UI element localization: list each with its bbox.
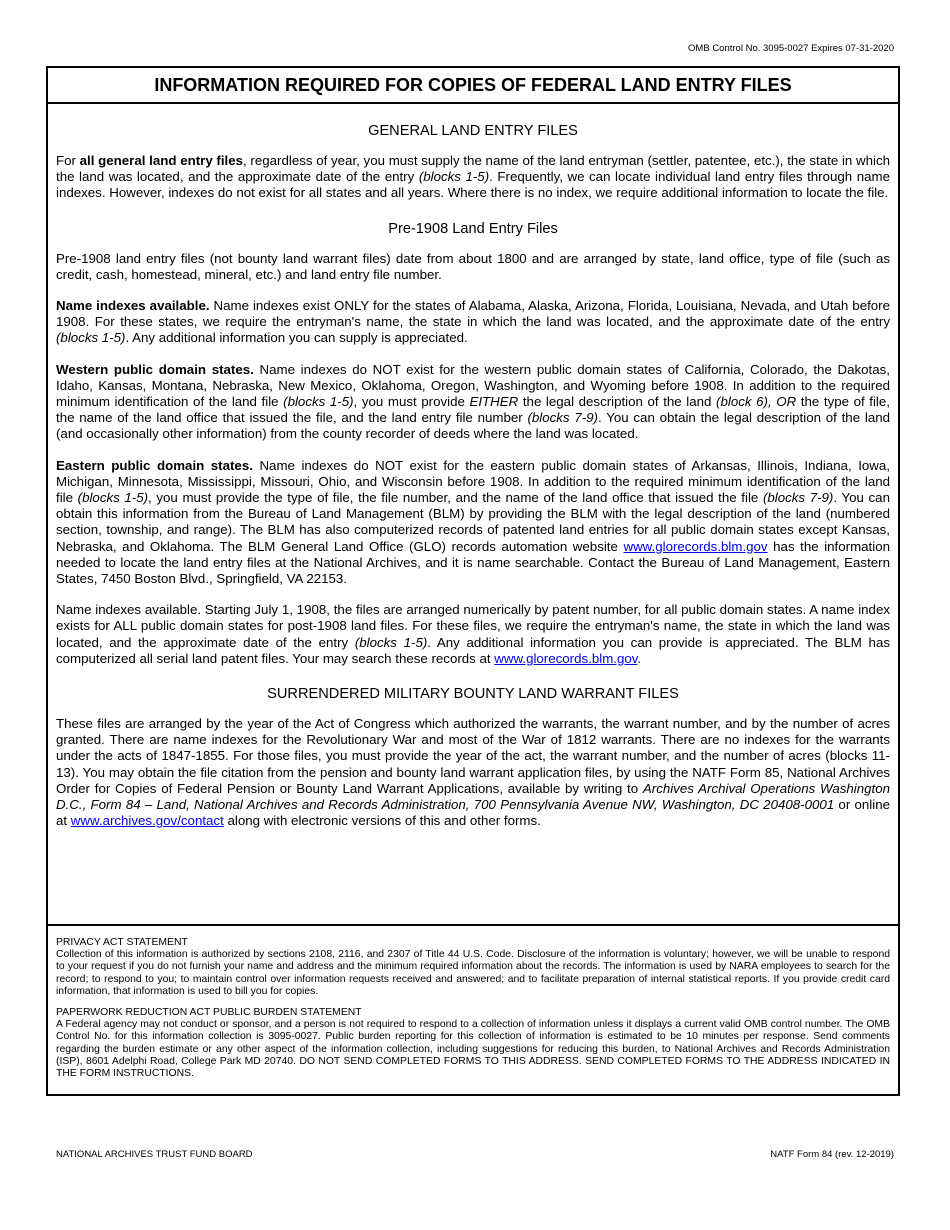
- privacy-heading: PRIVACY ACT STATEMENT: [56, 937, 188, 948]
- text: Name indexes exist ONLY for the states of Alabama, Alaska, Arizona, Florida, Louisiana, Nevada, and Utah before 1908. For these states, we require the entryman's name, the state in which the land was located, and the approximate date of the entry: [56, 298, 890, 330]
- footer-agency: NATIONAL ARCHIVES TRUST FUND BOARD: [56, 1149, 253, 1160]
- name-indexes-paragraph: [56, 298, 890, 347]
- emphasis-text: EITHER: [469, 394, 519, 410]
- text: has the information needed to locate the land entry files at the National Archives, and it is name searchable. Contact the Bureau of Land Management, Eastern States, 7450 Boston Blvd., Springfield, VA 22153.: [56, 538, 890, 587]
- text: Name indexes available. Starting July 1, 1908, the files are arranged numerically by patent number, for all public domain states. A name index exists for ALL public domain states for post-1908 land files. For these files, we require the entryman's name, the state in which the land was located, and the approximate date of the entry: [56, 602, 890, 650]
- footer-form-number: NATF Form 84 (rev. 12-2019): [770, 1149, 894, 1160]
- section-heading-general: GENERAL LAND ENTRY FILES: [368, 123, 578, 139]
- paragraph-lead: Western public domain states.: [56, 361, 254, 377]
- block-reference: (blocks 1-5): [418, 169, 490, 185]
- block-reference: (blocks 1-5): [283, 394, 354, 410]
- text: . Any additional information you can provide is appreciated. The BLM has computerized all serial land patent files. Your may search these records at: [56, 634, 890, 666]
- text: . Frequently, we can locate individual land entry files through name indexes. However, indexes do not exist for all states and all years. Where there is no index, we require additional information to locate the file.: [56, 169, 890, 201]
- text: Name indexes do NOT exist for the western public domain states of California, Colorado, the Dakotas, Idaho, Kansas, Montana, Nebraska, New Mexico, Oklahoma, Oregon, Washington, and Wyoming before 1908. In addition to the required minimum identification of the land file: [56, 361, 890, 410]
- text: . You can obtain this information from the Bureau of Land Management (BLM) by providing the BLM with the legal description of the land (numbered section, township, and range). The BLM has also computerized records of patented land entries for all public domain states except Kansas, Nebraska, and Oklahoma. The BLM General Land Office (GLO) records automation website: [56, 490, 890, 554]
- main-content: [48, 123, 898, 830]
- glorecords-link[interactable]: www.glorecords.blm.gov: [494, 650, 638, 666]
- page-title: INFORMATION REQUIRED FOR COPIES OF FEDERAL LAND ENTRY FILES: [48, 68, 898, 104]
- paperwork-heading: PAPERWORK REDUCTION ACT PUBLIC BURDEN STATEMENT: [56, 1007, 362, 1019]
- block-reference: (blocks 1-5): [354, 634, 428, 650]
- text: , regardless of year, you must supply the name of the land entryman (settler, patentee, etc.), the state in which the land was located, and the approximate date of the entry: [56, 153, 890, 185]
- block-reference: (blocks 7-9): [762, 490, 834, 506]
- paragraph-lead: Name indexes available.: [56, 298, 210, 314]
- block-reference: (block 6), OR: [716, 394, 797, 410]
- text: . Any additional information you can supply is appreciated.: [125, 330, 468, 346]
- glorecords-link[interactable]: www.glorecords.blm.gov: [623, 538, 768, 554]
- emphasis-text: all general land entry files: [79, 153, 244, 168]
- text: , you must provide the type of file, the file number, and the name of the land office that issued the file: [148, 490, 763, 506]
- text: or online at: [56, 797, 890, 829]
- bounty-paragraph: [56, 716, 890, 829]
- archives-contact-link[interactable]: www.archives.gov/contact: [70, 813, 224, 829]
- pre1908-intro-paragraph: Pre-1908 land entry files (not bounty land warrant files) date from about 1800 and are arranged by state, land office, type of file (such as credit, cash, homestead, mineral, etc.) and land entry file number.: [56, 250, 890, 282]
- text: .: [637, 650, 642, 666]
- text: , you must provide: [353, 394, 470, 410]
- privacy-statement: Collection of this information is authorized by sections 2108, 2116, and 2307 of Title 44 U.S. Code. Disclosure of the information is voluntary; however, we will be unable to respond to your request if you do not furnish your name and address and the minimum required information about the records. The information is used by NARA employees to search for the record; to respond to you; to maintain control over information requests received and answered; and to facilitate preparation of internal statistical reports. If you provide credit card information, that information is used to bill you for copies.: [56, 949, 890, 997]
- address-text: Archives Archival Operations Washington D.C., Form 84 – Land, National Archives and Records Administration, 700 Pennsylvania Avenue NW, Washington, DC 20408-0001: [56, 780, 890, 813]
- text: For: [56, 153, 80, 168]
- text: along with electronic versions of this and other forms.: [223, 813, 541, 829]
- statements-section: [48, 924, 898, 1094]
- post1908-paragraph: [56, 602, 890, 667]
- omb-control-number: OMB Control No. 3095-0027 Expires 07-31-2020: [688, 43, 894, 54]
- eastern-states-paragraph: [56, 458, 890, 588]
- paragraph-lead: Eastern public domain states.: [56, 457, 253, 473]
- western-states-paragraph: [56, 362, 890, 443]
- general-paragraph: [56, 153, 890, 202]
- block-reference: (blocks 7-9): [527, 410, 598, 426]
- block-reference: (blocks 1-5): [77, 490, 149, 506]
- form-frame: [46, 66, 900, 1096]
- text: Name indexes do NOT exist for the eastern public domain states of Arkansas, Illinois, Indiana, Iowa, Michigan, Minnesota, Mississippi, Missouri, Ohio, and Wisconsin before 1908. In addition to the required minimum identification of the land file: [56, 457, 890, 506]
- text: the type of file, the name of the land office that issued the file, and the land entry file number: [56, 394, 890, 426]
- text: . You can obtain the legal description of the land (and occasionally other information) from the county recorder of deeds where the land was located.: [56, 410, 890, 442]
- text: These files are arranged by the year of the Act of Congress which authorized the warrants, the warrant number, and by the number of acres granted. There are name indexes for the Revolutionary War and most of the War of 1812 warrants. There are no indexes for the warrants under the acts of 1847-1855. For those files, you must provide the year of the act, the warrant number, and the number of acres (blocks 11-13). You may obtain the file citation from the pension and bounty land warrant application files, by using the NATF Form 85, National Archives Order for Copies of Federal Pension or Bounty Land Warrant Applications, available by writing to: [56, 716, 890, 796]
- text: the legal description of the land: [518, 394, 717, 410]
- section-heading-bounty: SURRENDERED MILITARY BOUNTY LAND WARRANT FILES: [267, 686, 679, 703]
- paperwork-statement: A Federal agency may not conduct or sponsor, and a person is not required to respond to a collection of information unless it displays a current valid OMB control number. The OMB Control No. for this information collection is 3095-0027. Public burden reporting for this collection of information is estimated to be 10 minutes per response. Send comments regarding the burden estimate or any other aspect of the information collection, including suggestions for reducing this burden, to National Archives and Records Administration (ISP), 8601 Adelphi Road, College Park MD 20740. DO NOT SEND COMPLETED FORMS TO THIS ADDRESS. SEND COMPLETED FORMS TO THE ADDRESS INDICATED IN THE FORM INSTRUCTIONS.: [56, 1019, 890, 1080]
- section-heading-pre1908: Pre-1908 Land Entry Files: [388, 220, 558, 237]
- block-reference: (blocks 1-5): [56, 330, 126, 346]
